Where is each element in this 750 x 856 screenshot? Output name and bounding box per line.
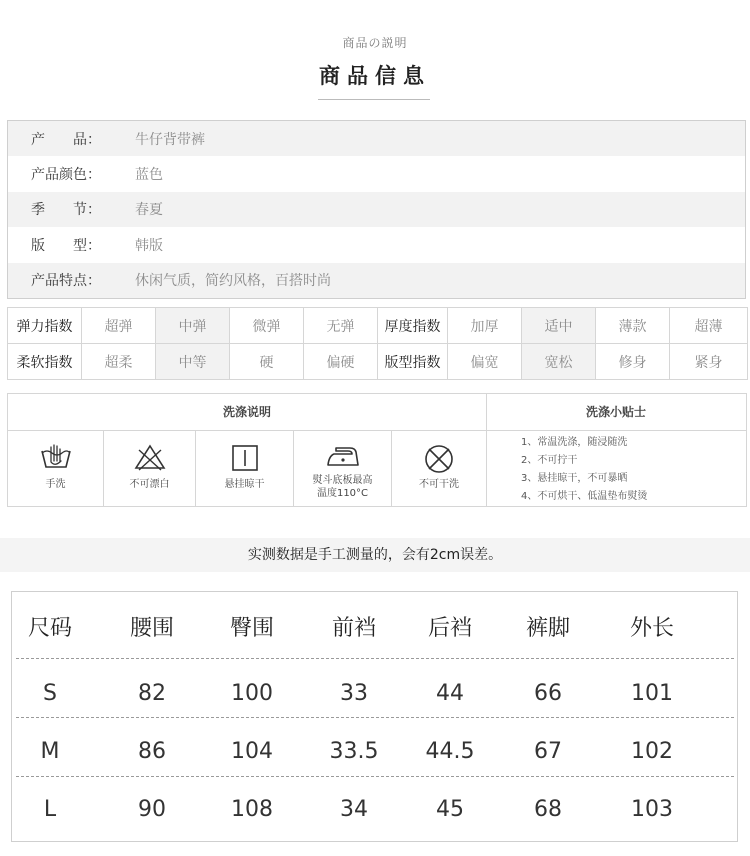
wash-symbol-no-bleach (104, 431, 196, 507)
product-info-value: 韩版 (135, 237, 163, 254)
size-cell: 82 (138, 681, 166, 706)
size-cell: 66 (534, 681, 562, 706)
measurement-note: 实测数据是手工测量的，会有2cm误差。 (0, 538, 750, 572)
washing-tip: 3、悬挂晾干，不可暴晒 (521, 473, 628, 484)
iron-icon (324, 443, 362, 469)
index-option: 无弹 (304, 308, 378, 344)
size-cell: 86 (138, 739, 166, 764)
size-cell: 90 (138, 797, 166, 822)
row-divider (16, 776, 734, 777)
index-row (8, 344, 748, 380)
section-title: 商品信息 (319, 64, 431, 88)
index-option: 适中 (522, 308, 596, 344)
size-table-row (12, 665, 739, 723)
product-info-row (8, 192, 745, 227)
index-option: 微弹 (230, 308, 304, 344)
hand-wash-icon (39, 443, 73, 471)
size-header-cell: 外长 (629, 616, 674, 641)
wash-caption-line2: 温度110°C (316, 488, 369, 499)
index-label-elasticity: 弹力指数 (8, 308, 82, 344)
size-cell: 44 (436, 681, 464, 706)
size-table-row (12, 781, 739, 839)
washing-title: 洗涤说明 (8, 394, 486, 431)
size-cell: 101 (631, 681, 673, 706)
product-info-label: 产品特点： (31, 273, 101, 290)
size-cell: 68 (534, 797, 562, 822)
index-option: 宽松 (522, 344, 596, 380)
index-option: 超弹 (82, 308, 156, 344)
wash-symbol-hang-dry (196, 431, 294, 507)
size-table-row (12, 723, 739, 781)
row-divider (16, 717, 734, 718)
product-info-label: 季 节： (31, 202, 101, 219)
size-header-cell: 前裆 (331, 616, 376, 641)
size-table (11, 591, 738, 842)
wash-symbol-no-dry-clean (392, 431, 486, 507)
washing-tips-title: 洗涤小贴士 (486, 394, 746, 431)
index-label-thickness: 厚度指数 (378, 308, 448, 344)
product-info-value: 牛仔背带裤 (135, 131, 205, 148)
size-cell: S (43, 681, 57, 706)
product-info-panel (7, 120, 746, 299)
size-cell: 100 (231, 681, 273, 706)
index-option: 薄款 (596, 308, 670, 344)
size-cell: 67 (534, 739, 562, 764)
product-info-row (8, 121, 745, 156)
size-header-cell: 臀围 (229, 616, 274, 641)
index-option: 偏宽 (448, 344, 522, 380)
size-cell: 104 (231, 739, 273, 764)
no-bleach-icon (133, 443, 167, 471)
index-label-softness: 柔软指数 (8, 344, 82, 380)
size-cell: 34 (340, 797, 368, 822)
washing-tip: 2、不可拧干 (521, 455, 578, 466)
wash-caption: 不可漂白 (129, 479, 170, 490)
wash-symbol-iron (294, 431, 392, 507)
row-divider (16, 658, 734, 659)
product-info-row (8, 227, 745, 262)
wash-caption: 手洗 (45, 479, 66, 490)
size-cell: 33.5 (329, 739, 379, 764)
product-info-label: 产 品： (31, 131, 101, 148)
product-info-row (8, 156, 745, 191)
size-cell: 44.5 (425, 739, 475, 764)
index-option: 硬 (230, 344, 304, 380)
size-header-cell: 腰围 (129, 616, 174, 641)
product-info-value: 休闲气质，简约风格，百搭时尚 (135, 273, 331, 290)
index-option: 修身 (596, 344, 670, 380)
size-cell: 102 (631, 739, 673, 764)
washing-panel (7, 393, 747, 507)
product-info-row (8, 263, 745, 298)
index-label-fit: 版型指数 (378, 344, 448, 380)
size-cell: 33 (340, 681, 368, 706)
wash-caption: 悬挂晾干 (224, 479, 265, 490)
hang-dry-icon (230, 443, 260, 473)
index-option: 超柔 (82, 344, 156, 380)
index-option: 加厚 (448, 308, 522, 344)
no-dry-clean-icon (423, 443, 455, 475)
index-option: 偏硬 (304, 344, 378, 380)
product-info-value: 春夏 (135, 202, 163, 219)
product-info-label: 产品颜色： (31, 167, 101, 184)
size-header-cell: 尺码 (27, 616, 72, 641)
product-info-label: 版 型： (31, 237, 101, 254)
index-option: 中弹 (156, 308, 230, 344)
product-info-value: 蓝色 (135, 167, 163, 184)
wash-symbol-hand-wash (8, 431, 104, 507)
wash-caption: 不可干洗 (419, 479, 459, 490)
title-underline (318, 99, 430, 100)
index-option: 紧身 (670, 344, 748, 380)
size-cell: 103 (631, 797, 673, 822)
index-option: 超薄 (670, 308, 748, 344)
size-cell: 45 (436, 797, 464, 822)
size-cell: M (40, 739, 60, 764)
size-header-cell: 裤脚 (525, 616, 570, 641)
washing-tip: 4、不可烘干、低温垫布熨烫 (521, 491, 648, 502)
size-cell: L (43, 797, 57, 822)
fabric-index-table (7, 307, 748, 380)
washing-tip: 1、常温洗涤，随浸随洗 (521, 437, 628, 448)
washing-divider (486, 394, 487, 506)
index-option: 中等 (156, 344, 230, 380)
size-table-header (12, 600, 739, 658)
section-subtitle: 商品の説明 (342, 36, 408, 50)
index-row (8, 308, 748, 344)
washing-tips-list (521, 434, 647, 506)
size-cell: 108 (231, 797, 273, 822)
size-header-cell: 后裆 (427, 616, 472, 641)
wash-caption: 熨斗底板最高 (312, 475, 373, 486)
